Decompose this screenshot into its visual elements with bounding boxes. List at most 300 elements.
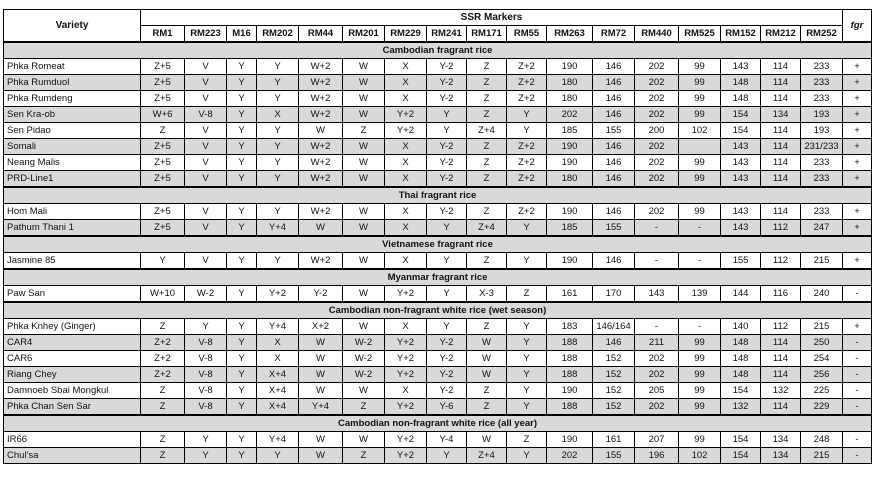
marker-cell: V-8 — [185, 367, 227, 383]
marker-cell: 202 — [547, 448, 593, 464]
marker-cell: V — [185, 253, 227, 270]
variety-cell: Sen Pidao — [4, 123, 141, 139]
marker-cell: Y — [257, 123, 299, 139]
section-title: Thai fragrant rice — [4, 187, 872, 204]
variety-cell: Hom Mali — [4, 204, 141, 220]
marker-header-rm241: RM241 — [427, 26, 467, 43]
table-row — [4, 448, 872, 464]
marker-cell: Y — [227, 351, 257, 367]
marker-cell: Z — [467, 91, 507, 107]
marker-cell: 190 — [547, 155, 593, 171]
marker-cell: W — [343, 139, 385, 155]
marker-cell: Y+2 — [385, 286, 427, 303]
marker-cell: Y — [427, 448, 467, 464]
marker-cell: Z+5 — [141, 59, 185, 75]
marker-cell: 114 — [761, 351, 801, 367]
marker-cell: 102 — [679, 448, 721, 464]
marker-cell: Z+5 — [141, 220, 185, 237]
marker-cell: 200 — [635, 123, 679, 139]
fgr-cell: - — [843, 432, 872, 448]
marker-cell: W — [343, 204, 385, 220]
marker-cell: W — [343, 253, 385, 270]
marker-cell: 114 — [761, 399, 801, 416]
marker-cell: V-8 — [185, 399, 227, 416]
marker-cell: V-8 — [185, 107, 227, 123]
marker-cell: Z+5 — [141, 204, 185, 220]
marker-header-rm229: RM229 — [385, 26, 427, 43]
marker-cell: Y — [227, 59, 257, 75]
marker-cell: 152 — [593, 383, 635, 399]
marker-cell: 231/233 — [801, 139, 843, 155]
section-title: Cambodian non-fragrant white rice (wet season) — [4, 302, 872, 319]
marker-cell: 152 — [593, 399, 635, 416]
marker-cell: 155 — [721, 253, 761, 270]
marker-cell: Z+5 — [141, 155, 185, 171]
marker-cell: Y — [427, 123, 467, 139]
marker-header-m16: M16 — [227, 26, 257, 43]
marker-cell: 202 — [635, 399, 679, 416]
table-row — [4, 75, 872, 91]
marker-cell: Z+4 — [467, 123, 507, 139]
marker-cell: 180 — [547, 91, 593, 107]
marker-cell: 215 — [801, 319, 843, 335]
marker-cell: W — [343, 220, 385, 237]
marker-cell: 202 — [635, 204, 679, 220]
marker-cell: X — [385, 319, 427, 335]
marker-cell: 112 — [761, 319, 801, 335]
marker-cell: 152 — [593, 351, 635, 367]
marker-cell: 188 — [547, 351, 593, 367]
marker-cell: Y — [507, 383, 547, 399]
marker-cell: Y — [227, 432, 257, 448]
marker-cell: Y+2 — [385, 335, 427, 351]
marker-cell: 102 — [679, 123, 721, 139]
marker-cell: Z — [467, 59, 507, 75]
marker-cell: W-2 — [343, 335, 385, 351]
marker-cell: W — [299, 448, 343, 464]
marker-cell: W — [343, 75, 385, 91]
marker-cell: Y — [257, 75, 299, 91]
marker-header-rm72: RM72 — [593, 26, 635, 43]
marker-cell: V — [185, 123, 227, 139]
marker-cell: - — [635, 319, 679, 335]
marker-cell: 233 — [801, 75, 843, 91]
marker-cell: Z+2 — [507, 204, 547, 220]
marker-cell: W+2 — [299, 253, 343, 270]
marker-cell: 114 — [761, 155, 801, 171]
variety-cell: Phka Rumdeng — [4, 91, 141, 107]
fgr-cell: + — [843, 107, 872, 123]
variety-cell: Chul'sa — [4, 448, 141, 464]
marker-cell: Y — [257, 59, 299, 75]
marker-cell: W — [299, 432, 343, 448]
marker-cell: Y+4 — [257, 220, 299, 237]
marker-cell: Y — [227, 123, 257, 139]
marker-cell: 211 — [635, 335, 679, 351]
marker-cell: Y — [257, 91, 299, 107]
marker-header-rm525: RM525 — [679, 26, 721, 43]
table-row — [4, 220, 872, 237]
marker-cell: Y — [507, 123, 547, 139]
marker-cell: V — [185, 139, 227, 155]
marker-cell: 190 — [547, 383, 593, 399]
marker-cell: 229 — [801, 399, 843, 416]
marker-cell: W — [343, 59, 385, 75]
section-title: Vietnamese fragrant rice — [4, 236, 872, 253]
table-row — [4, 123, 872, 139]
marker-cell: Y — [227, 399, 257, 416]
marker-header-rm44: RM44 — [299, 26, 343, 43]
marker-cell: Z — [141, 432, 185, 448]
marker-cell: 146 — [593, 139, 635, 155]
marker-cell: Z — [141, 319, 185, 335]
marker-cell: 146/164 — [593, 319, 635, 335]
marker-cell: 114 — [761, 139, 801, 155]
marker-cell: Z — [467, 155, 507, 171]
marker-cell: Y-2 — [427, 91, 467, 107]
marker-cell: 114 — [761, 59, 801, 75]
marker-cell: Y-2 — [427, 204, 467, 220]
marker-cell: Z — [343, 123, 385, 139]
marker-cell: 143 — [721, 204, 761, 220]
marker-cell: Y — [227, 448, 257, 464]
fgr-cell: - — [843, 448, 872, 464]
table-body — [4, 42, 872, 464]
variety-cell: Damnoeb Sbai Mongkul — [4, 383, 141, 399]
marker-cell: Z+5 — [141, 139, 185, 155]
marker-cell: V — [185, 91, 227, 107]
marker-cell: 99 — [679, 91, 721, 107]
marker-cell: Y — [507, 220, 547, 237]
marker-cell: 148 — [721, 91, 761, 107]
variety-cell: Phka Chan Sen Sar — [4, 399, 141, 416]
marker-cell: Z — [467, 204, 507, 220]
marker-cell: Y-4 — [427, 432, 467, 448]
marker-cell: W-2 — [343, 351, 385, 367]
marker-cell: Z+2 — [141, 351, 185, 367]
fgr-cell: + — [843, 123, 872, 139]
marker-cell: 154 — [721, 123, 761, 139]
table-row — [4, 383, 872, 399]
marker-cell: Y — [427, 107, 467, 123]
marker-cell: W+10 — [141, 286, 185, 303]
table-row — [4, 91, 872, 107]
table-row — [4, 59, 872, 75]
marker-cell: 146 — [593, 204, 635, 220]
marker-cell: W+2 — [299, 204, 343, 220]
marker-cell: 202 — [635, 171, 679, 188]
marker-cell: Z+2 — [507, 139, 547, 155]
marker-cell: W — [299, 220, 343, 237]
marker-cell: Y+4 — [257, 432, 299, 448]
marker-cell: W — [343, 91, 385, 107]
marker-cell: Y — [257, 448, 299, 464]
marker-cell: Y-2 — [427, 171, 467, 188]
marker-cell: 148 — [721, 75, 761, 91]
section-header-row — [4, 42, 872, 59]
variety-cell: IR66 — [4, 432, 141, 448]
fgr-cell: + — [843, 319, 872, 335]
marker-cell: Y — [227, 319, 257, 335]
marker-cell: 247 — [801, 220, 843, 237]
marker-cell: X+4 — [257, 383, 299, 399]
marker-cell: Y — [507, 253, 547, 270]
marker-cell: 202 — [635, 351, 679, 367]
marker-cell: 99 — [679, 335, 721, 351]
marker-cell: 116 — [761, 286, 801, 303]
marker-cell: 114 — [761, 75, 801, 91]
marker-cell: 190 — [547, 204, 593, 220]
marker-cell: 250 — [801, 335, 843, 351]
marker-cell: Z+2 — [141, 335, 185, 351]
marker-cell: Y — [227, 253, 257, 270]
marker-cell: 139 — [679, 286, 721, 303]
marker-cell: Y-2 — [299, 286, 343, 303]
table-row — [4, 351, 872, 367]
marker-cell: W — [343, 107, 385, 123]
table-row — [4, 286, 872, 303]
marker-cell: 146 — [593, 335, 635, 351]
marker-cell: 193 — [801, 107, 843, 123]
marker-cell: Y — [507, 335, 547, 351]
marker-cell: X — [257, 335, 299, 351]
marker-cell: Y — [227, 171, 257, 188]
marker-cell: Z — [141, 123, 185, 139]
marker-cell: V-8 — [185, 351, 227, 367]
marker-cell: 190 — [547, 139, 593, 155]
marker-cell: W+2 — [299, 107, 343, 123]
table-row — [4, 335, 872, 351]
marker-cell: 146 — [593, 155, 635, 171]
marker-cell: 233 — [801, 171, 843, 188]
marker-cell: 248 — [801, 432, 843, 448]
marker-cell: 233 — [801, 59, 843, 75]
marker-cell: Z — [467, 139, 507, 155]
marker-cell: Y — [257, 155, 299, 171]
marker-cell: 185 — [547, 123, 593, 139]
marker-cell: W+6 — [141, 107, 185, 123]
marker-cell: Z — [467, 253, 507, 270]
table-row — [4, 399, 872, 416]
marker-cell: Y-2 — [427, 351, 467, 367]
marker-cell: Y — [227, 220, 257, 237]
fgr-cell: + — [843, 75, 872, 91]
marker-header-rm1: RM1 — [141, 26, 185, 43]
marker-cell: X — [385, 139, 427, 155]
marker-cell: 180 — [547, 171, 593, 188]
marker-cell: W — [467, 351, 507, 367]
marker-cell: W+2 — [299, 75, 343, 91]
marker-cell: Y — [227, 286, 257, 303]
marker-cell: W — [467, 432, 507, 448]
marker-cell: 99 — [679, 107, 721, 123]
marker-cell: W — [343, 171, 385, 188]
section-header-row — [4, 415, 872, 432]
marker-cell: Y — [227, 367, 257, 383]
marker-cell: Y — [427, 253, 467, 270]
marker-cell: Z+2 — [507, 171, 547, 188]
marker-cell: 146 — [593, 91, 635, 107]
ssr-markers-header: SSR Markers — [141, 10, 843, 26]
marker-cell: V — [185, 75, 227, 91]
marker-cell: Z+2 — [507, 155, 547, 171]
marker-cell: Y+2 — [385, 432, 427, 448]
marker-cell: Y — [257, 139, 299, 155]
marker-cell: Z — [141, 399, 185, 416]
marker-cell: X — [385, 383, 427, 399]
variety-cell: Neang Malis — [4, 155, 141, 171]
marker-cell: Z — [507, 432, 547, 448]
marker-cell: W — [467, 367, 507, 383]
marker-cell: Y+4 — [257, 319, 299, 335]
marker-header-rm223: RM223 — [185, 26, 227, 43]
marker-cell: X — [385, 91, 427, 107]
marker-cell: Z+4 — [467, 220, 507, 237]
marker-header-rm171: RM171 — [467, 26, 507, 43]
marker-cell: Z — [467, 75, 507, 91]
fgr-cell: - — [843, 367, 872, 383]
marker-cell: Y — [227, 75, 257, 91]
fgr-cell: + — [843, 204, 872, 220]
header-row-top — [4, 10, 872, 26]
marker-cell: Y+2 — [385, 448, 427, 464]
variety-cell: Somali — [4, 139, 141, 155]
marker-cell: W+2 — [299, 155, 343, 171]
marker-cell: 99 — [679, 204, 721, 220]
marker-cell: 215 — [801, 253, 843, 270]
marker-cell: 202 — [635, 367, 679, 383]
table-row — [4, 253, 872, 270]
marker-cell: 112 — [761, 253, 801, 270]
section-title: Cambodian fragrant rice — [4, 42, 872, 59]
marker-cell: Z+4 — [467, 448, 507, 464]
marker-cell: Y — [227, 139, 257, 155]
table-row — [4, 139, 872, 155]
section-title: Myanmar fragrant rice — [4, 269, 872, 286]
marker-cell: 146 — [593, 253, 635, 270]
section-header-row — [4, 269, 872, 286]
variety-cell: Phka Rumduol — [4, 75, 141, 91]
marker-cell: 99 — [679, 432, 721, 448]
marker-cell: 132 — [761, 383, 801, 399]
marker-cell: 233 — [801, 91, 843, 107]
marker-cell: Z+2 — [141, 367, 185, 383]
fgr-header: fgr — [843, 10, 872, 43]
table-row — [4, 107, 872, 123]
marker-cell: X+4 — [257, 399, 299, 416]
marker-cell: W — [343, 155, 385, 171]
marker-cell: 161 — [547, 286, 593, 303]
variety-cell: CAR6 — [4, 351, 141, 367]
marker-cell: 143 — [721, 139, 761, 155]
marker-cell: 146 — [593, 75, 635, 91]
marker-cell: 99 — [679, 399, 721, 416]
marker-cell: 146 — [593, 107, 635, 123]
marker-header-rm201: RM201 — [343, 26, 385, 43]
marker-cell: Y — [227, 155, 257, 171]
marker-cell: 202 — [635, 107, 679, 123]
marker-cell: Y-6 — [427, 399, 467, 416]
marker-cell: Y — [257, 204, 299, 220]
table-row — [4, 171, 872, 188]
section-header-row — [4, 187, 872, 204]
marker-cell: V — [185, 59, 227, 75]
marker-header-rm212: RM212 — [761, 26, 801, 43]
marker-cell: X — [385, 59, 427, 75]
marker-cell: Z — [343, 399, 385, 416]
marker-cell: 170 — [593, 286, 635, 303]
marker-cell: 114 — [761, 91, 801, 107]
fgr-cell: - — [843, 286, 872, 303]
marker-header-rm440: RM440 — [635, 26, 679, 43]
marker-cell: Z — [507, 286, 547, 303]
marker-cell: 207 — [635, 432, 679, 448]
marker-cell: X — [385, 75, 427, 91]
marker-cell: Y — [257, 253, 299, 270]
marker-cell: 161 — [593, 432, 635, 448]
marker-cell: Y — [185, 448, 227, 464]
marker-cell: Z+2 — [507, 91, 547, 107]
fgr-cell: + — [843, 91, 872, 107]
marker-cell: X+2 — [299, 319, 343, 335]
marker-header-rm55: RM55 — [507, 26, 547, 43]
marker-cell: Y-2 — [427, 155, 467, 171]
marker-cell: 202 — [547, 107, 593, 123]
marker-cell: - — [635, 220, 679, 237]
marker-cell: 254 — [801, 351, 843, 367]
marker-cell: Y+4 — [299, 399, 343, 416]
marker-cell: 154 — [721, 448, 761, 464]
section-header-row — [4, 302, 872, 319]
marker-cell: 148 — [721, 367, 761, 383]
marker-cell: W — [299, 351, 343, 367]
marker-header-rm263: RM263 — [547, 26, 593, 43]
section-header-row — [4, 236, 872, 253]
marker-cell: X — [385, 155, 427, 171]
marker-cell: 134 — [761, 107, 801, 123]
marker-cell: 146 — [593, 59, 635, 75]
variety-cell: Phka Romeat — [4, 59, 141, 75]
variety-cell: PRD-Line1 — [4, 171, 141, 188]
marker-cell: W+2 — [299, 139, 343, 155]
marker-cell: W+2 — [299, 91, 343, 107]
marker-cell: W — [467, 335, 507, 351]
marker-cell: 180 — [547, 75, 593, 91]
marker-cell: X-3 — [467, 286, 507, 303]
ssr-marker-table — [3, 9, 872, 464]
marker-cell: Y+2 — [385, 367, 427, 383]
marker-cell: Y — [427, 286, 467, 303]
table-row — [4, 204, 872, 220]
marker-cell: Y — [141, 253, 185, 270]
marker-cell: 114 — [761, 367, 801, 383]
marker-cell: 225 — [801, 383, 843, 399]
marker-cell: W — [343, 383, 385, 399]
marker-cell: Y — [227, 204, 257, 220]
variety-cell: Jasmine 85 — [4, 253, 141, 270]
marker-cell: Z — [343, 448, 385, 464]
marker-cell: W — [343, 432, 385, 448]
marker-cell: X — [257, 351, 299, 367]
marker-cell: Y — [185, 432, 227, 448]
marker-cell: 202 — [635, 59, 679, 75]
marker-cell: 193 — [801, 123, 843, 139]
marker-cell: 99 — [679, 351, 721, 367]
marker-cell: 196 — [635, 448, 679, 464]
variety-cell: Sen Kra-ob — [4, 107, 141, 123]
marker-cell: Y — [507, 367, 547, 383]
marker-cell: 134 — [761, 432, 801, 448]
